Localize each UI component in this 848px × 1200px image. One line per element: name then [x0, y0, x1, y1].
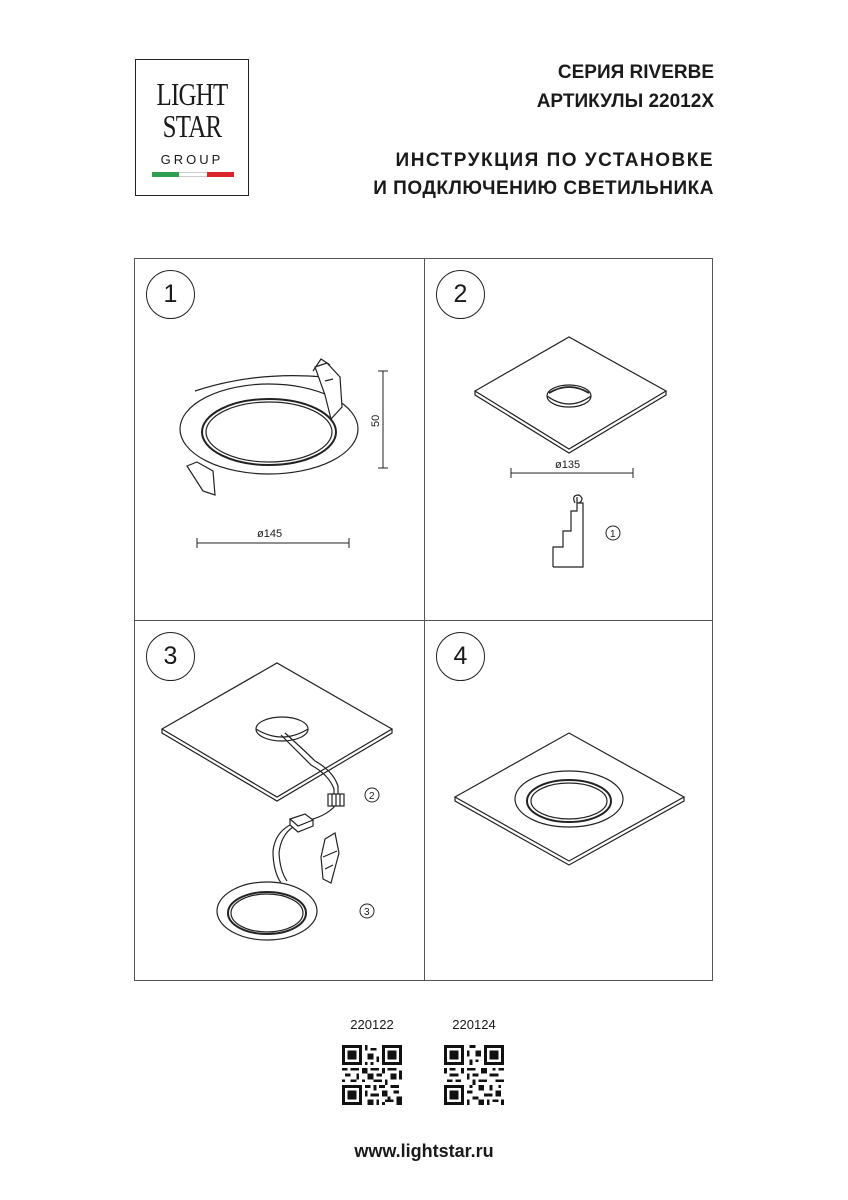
qr-code-label: 220122	[350, 1017, 394, 1032]
step-panel-4	[425, 621, 714, 982]
qr-code-block-220124	[439, 1017, 509, 1110]
brand-logo	[135, 59, 249, 196]
cutout-dimension-label: ø135	[555, 459, 581, 471]
step-number-2: 2	[436, 270, 485, 319]
italian-flag-stripe	[152, 172, 234, 177]
qr-code-label: 220124	[452, 1017, 496, 1032]
step-panel-1	[135, 259, 424, 620]
articles-title: АРТИКУЛЫ 22012X	[536, 91, 714, 112]
callout-3: 3	[364, 907, 370, 918]
qr-code-icon[interactable]	[444, 1045, 504, 1105]
instruction-title-line1: ИНСТРУКЦИЯ ПО УСТАНОВКЕ	[395, 150, 714, 171]
qr-code-icon[interactable]	[342, 1045, 402, 1105]
step-number-1: 1	[146, 270, 195, 319]
website-link[interactable]: www.lightstar.ru	[354, 1141, 494, 1161]
height-dimension-label: 50	[370, 414, 382, 427]
step-number-3: 3	[146, 632, 195, 681]
callout-1: 1	[610, 529, 616, 540]
logo-text-star: STAR	[162, 108, 222, 144]
instruction-title-line2: И ПОДКЛЮЧЕНИЮ СВЕТИЛЬНИКА	[373, 178, 714, 199]
instruction-grid	[134, 258, 713, 981]
diameter-dimension-label: ø145	[257, 528, 283, 540]
step-panel-3	[135, 621, 424, 982]
logo-text-light: LIGHT	[156, 76, 228, 112]
callout-2: 2	[369, 791, 375, 802]
logo-text-group: GROUP	[160, 152, 224, 167]
qr-code-block-220122	[337, 1017, 407, 1110]
series-title: СЕРИЯ RIVERBE	[557, 62, 714, 83]
step-panel-2	[425, 259, 714, 620]
step-number-4: 4	[436, 632, 485, 681]
